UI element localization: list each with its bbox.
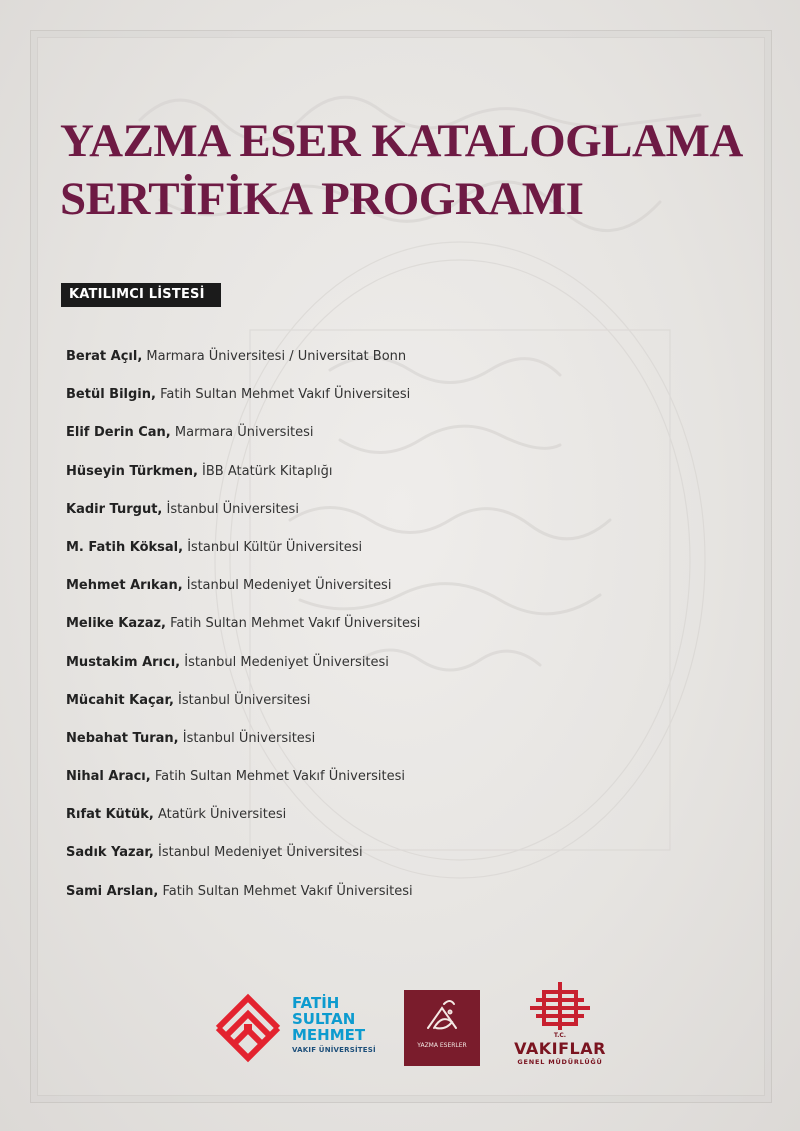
- participant-item: [66, 385, 420, 423]
- participant-name: Rıfat Kütük,: [66, 807, 154, 823]
- participant-name: Melike Kazaz,: [66, 616, 166, 632]
- participant-list-heading: KATILIMCI LİSTESİ: [61, 283, 221, 307]
- logo-bar: [0, 970, 800, 1080]
- participant-list: [66, 347, 420, 920]
- participant-name: Sadık Yazar,: [66, 845, 154, 861]
- fsm-university-logo: [208, 988, 388, 1068]
- participant-name: Mehmet Arıkan,: [66, 578, 183, 594]
- participant-item: [66, 614, 420, 652]
- participant-name: Mücahit Kaçar,: [66, 692, 174, 708]
- vakiflar-emblem-icon: [512, 980, 608, 1034]
- fsm-subtitle: VAKIF ÜNİVERSİTESİ: [292, 1046, 376, 1054]
- participant-item: [66, 882, 420, 920]
- vakiflar-logo: [512, 980, 608, 1080]
- participant-item: [66, 576, 420, 614]
- participant-institution: Fatih Sultan Mehmet Vakıf Üniversitesi: [162, 883, 413, 899]
- fsm-line-3: MEHMET: [292, 1026, 366, 1044]
- title-line-1: YAZMA ESER KATALOGLAMA: [60, 115, 743, 167]
- page-title: [60, 112, 760, 228]
- participant-name: Kadir Turgut,: [66, 501, 163, 517]
- vakiflar-wordmark: [512, 1032, 608, 1066]
- participant-item: [66, 653, 420, 691]
- participant-name: Berat Açıl,: [66, 349, 143, 364]
- participant-item: [66, 538, 420, 576]
- participant-institution: Marmara Üniversitesi / Universitat Bonn: [146, 349, 407, 364]
- vakiflar-tc: T.C.: [553, 1032, 567, 1039]
- participant-name: Betül Bilgin,: [66, 387, 156, 403]
- vakiflar-main: VAKIFLAR: [514, 1039, 606, 1058]
- yazma-eserler-logo: [404, 990, 480, 1066]
- participant-institution: İstanbul Medeniyet Üniversitesi: [186, 578, 392, 594]
- participant-item: [66, 347, 420, 385]
- participant-institution: İstanbul Medeniyet Üniversitesi: [184, 654, 389, 670]
- fsm-line-2: SULTAN: [292, 1010, 356, 1028]
- participant-institution: Atatürk Üniversitesi: [157, 807, 287, 823]
- participant-name: Hüseyin Türkmen,: [66, 463, 198, 479]
- participant-institution: İstanbul Üniversitesi: [182, 730, 316, 746]
- fsm-emblem-icon: [208, 988, 288, 1068]
- participant-name: Mustakim Arıcı,: [66, 654, 181, 670]
- participant-institution: İstanbul Medeniyet Üniversitesi: [157, 845, 363, 861]
- participant-institution: İstanbul Üniversitesi: [178, 692, 311, 708]
- participant-institution: İstanbul Üniversitesi: [166, 501, 299, 517]
- participant-institution: Marmara Üniversitesi: [174, 425, 314, 441]
- participant-name: Nihal Aracı,: [66, 769, 151, 785]
- fsm-line-1: FATİH: [292, 994, 340, 1012]
- participant-item: [66, 423, 420, 461]
- participant-name: Sami Arslan,: [66, 883, 159, 899]
- participant-item: [66, 462, 420, 500]
- title-line-2: SERTİFİKA PROGRAMI: [60, 173, 584, 225]
- participant-name: Elif Derin Can,: [66, 425, 171, 441]
- participant-institution: İstanbul Kültür Üniversitesi: [187, 539, 363, 555]
- participant-institution: Fatih Sultan Mehmet Vakıf Üniversitesi: [160, 387, 411, 403]
- participant-name: M. Fatih Köksal,: [66, 539, 184, 555]
- participant-item: [66, 843, 420, 881]
- participant-institution: Fatih Sultan Mehmet Vakıf Üniversitesi: [154, 769, 406, 785]
- participant-institution: İBB Atatürk Kitaplığı: [202, 463, 333, 479]
- participant-item: [66, 729, 420, 767]
- participant-item: [66, 805, 420, 843]
- vakiflar-subtitle: GENEL MÜDÜRLÜĞÜ: [517, 1058, 603, 1066]
- yazma-label: YAZMA ESERLER: [417, 1042, 467, 1049]
- participant-name: Nebahat Turan,: [66, 730, 179, 746]
- calligraphy-emblem-icon: [404, 990, 480, 1040]
- participant-institution: Fatih Sultan Mehmet Vakıf Üniversitesi: [170, 616, 421, 632]
- participant-item: [66, 767, 420, 805]
- fsm-wordmark: [292, 995, 376, 1055]
- participant-item: [66, 500, 420, 538]
- participant-item: [66, 691, 420, 729]
